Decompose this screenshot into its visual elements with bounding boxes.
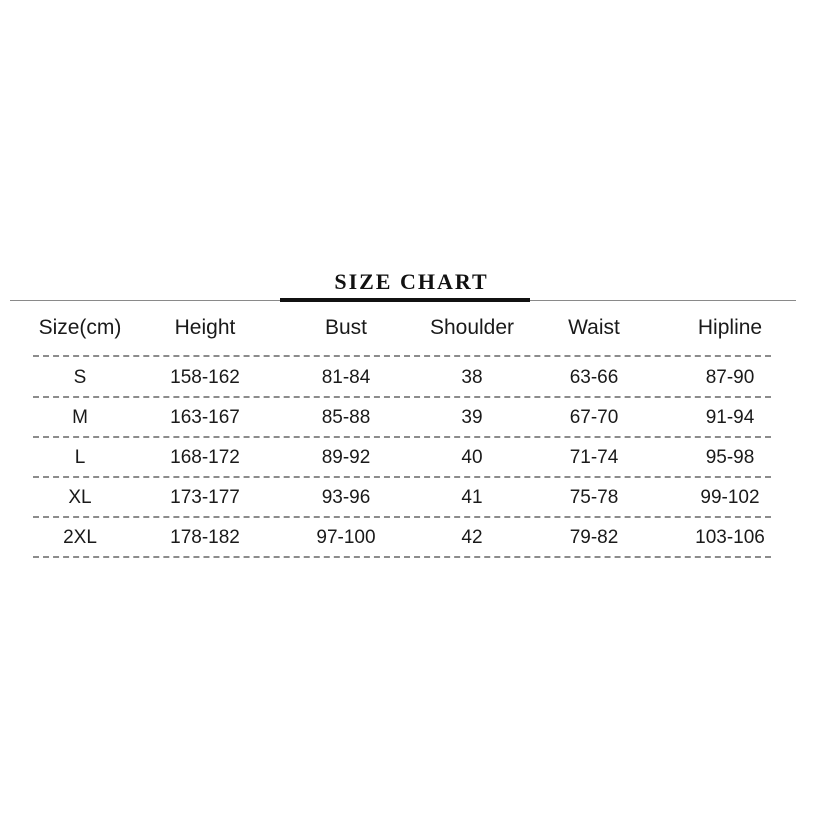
cell-size: M xyxy=(72,407,88,428)
cell-bust: 93-96 xyxy=(321,487,371,508)
cell-shoulder: 42 xyxy=(461,527,483,548)
header-shoulder: Shoulder xyxy=(429,316,515,339)
cell-height: 168-172 xyxy=(170,447,240,468)
cell-size: XL xyxy=(68,487,92,508)
cell-height: 173-177 xyxy=(170,487,240,508)
cell-hipline: 91-94 xyxy=(705,407,755,428)
cell-height: 178-182 xyxy=(170,527,240,548)
cell-waist: 75-78 xyxy=(569,487,619,508)
cell-waist: 67-70 xyxy=(569,407,619,428)
row-divider xyxy=(33,516,771,518)
table-row xyxy=(0,483,823,513)
cell-size: 2XL xyxy=(63,527,97,548)
row-divider xyxy=(33,355,771,357)
row-divider xyxy=(33,436,771,438)
header-bust: Bust xyxy=(324,316,368,339)
row-divider xyxy=(33,476,771,478)
cell-size: S xyxy=(73,367,87,388)
cell-shoulder: 39 xyxy=(461,407,483,428)
row-divider xyxy=(33,556,771,558)
header-waist: Waist xyxy=(568,316,620,339)
table-row xyxy=(0,523,823,553)
cell-bust: 85-88 xyxy=(321,407,371,428)
cell-waist: 79-82 xyxy=(569,527,619,548)
table-row xyxy=(0,363,823,393)
header-height: Height xyxy=(174,316,236,339)
cell-waist: 71-74 xyxy=(569,447,619,468)
cell-hipline: 95-98 xyxy=(705,447,755,468)
cell-waist: 63-66 xyxy=(569,367,619,388)
header-hipline: Hipline xyxy=(697,316,763,339)
cell-bust: 89-92 xyxy=(321,447,371,468)
cell-size: L xyxy=(74,447,86,468)
row-divider xyxy=(33,396,771,398)
cell-bust: 81-84 xyxy=(321,367,371,388)
cell-hipline: 87-90 xyxy=(705,367,755,388)
size-chart-title: SIZE CHART xyxy=(334,269,489,294)
cell-hipline: 103-106 xyxy=(695,527,765,548)
header-size: Size(cm) xyxy=(38,316,122,339)
cell-bust: 97-100 xyxy=(316,527,376,548)
cell-shoulder: 41 xyxy=(461,487,483,508)
cell-height: 158-162 xyxy=(170,367,240,388)
cell-shoulder: 40 xyxy=(461,447,483,468)
cell-hipline: 99-102 xyxy=(700,487,760,508)
title-underline-accent xyxy=(280,298,530,302)
cell-height: 163-167 xyxy=(170,407,240,428)
cell-shoulder: 38 xyxy=(461,367,483,388)
table-row xyxy=(0,443,823,473)
table-row xyxy=(0,403,823,433)
table-header-row xyxy=(0,313,823,343)
